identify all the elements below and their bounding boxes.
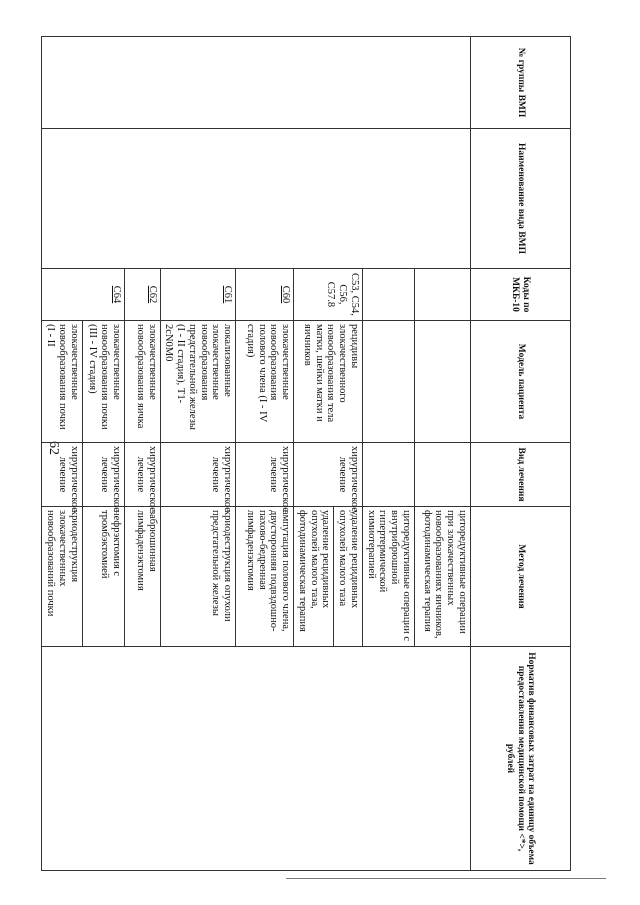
- treatment-method-cell: забрюшинная лимфаденэктомия: [124, 507, 160, 647]
- header-vmp-name: Наименование вида ВМП: [471, 129, 571, 269]
- icd-code-link[interactable]: C60: [280, 285, 292, 304]
- treatment-type-cell: [363, 443, 415, 507]
- group-no-cell: [42, 37, 471, 129]
- page-number: 62: [46, 441, 61, 455]
- patient-model-cell: рецидивы злокачественного новообразования тела матки, шейки матки и яичников: [294, 321, 363, 443]
- treatment-method-cell: циторедуктивные операции при злокачественных новообразованиях яичников, фотодинамическая терапия: [415, 507, 471, 647]
- patient-model-cell: злокачественные новообразования полового члена (I - IV стадия): [236, 321, 294, 443]
- treatment-method-cell: криодеструкция опухоли предстательной железы: [160, 507, 236, 647]
- treatment-method-cell: криодеструкция злокачественных новообразований почки: [42, 507, 82, 647]
- header-patient-model: Модель пациента: [471, 321, 571, 443]
- treatment-method-cell: нефрэктомия с тромбэктомией: [82, 507, 124, 647]
- patient-model-cell: [415, 321, 471, 443]
- patient-model-cell: злокачественные новообразования почки (III - IV стадия): [82, 321, 124, 443]
- header-cost-norm: Норматив финансовых затрат на единицу объема предоставления медицинской помощи <*>, рублей: [471, 647, 571, 871]
- icd-codes-cell: [236, 269, 294, 321]
- treatment-type-cell: хирургическое лечение: [42, 443, 82, 507]
- icd-codes-cell: [42, 269, 124, 321]
- treatment-type-cell: хирургическое лечение: [124, 443, 160, 507]
- cost-norm-cell: [42, 647, 471, 871]
- header-treatment-method: Метод лечения: [471, 507, 571, 647]
- treatment-type-cell: хирургическое лечение: [82, 443, 124, 507]
- patient-model-cell: злокачественные новообразования яичка: [124, 321, 160, 443]
- treatment-method-cell: ампутация полового члена, двусторонняя подвздошно-пахово-бедренная лимфаденэктомия: [236, 507, 294, 647]
- icd-code-link[interactable]: C61: [222, 285, 234, 304]
- header-group-no: № группы ВМП: [471, 37, 571, 129]
- vmp-table: [42, 36, 572, 871]
- icd-codes-cell: [124, 269, 160, 321]
- icd-codes-cell: C53, C54, C56, C57.8: [294, 269, 363, 321]
- treatment-type-cell: хирургическое лечение: [160, 443, 236, 507]
- treatment-method-cell: циторедуктивные операции с внутрибрюшной гипертермической химиотерапией: [363, 507, 415, 647]
- treatment-type-cell: хирургическое лечение: [294, 443, 363, 507]
- document-page: [45, 36, 571, 870]
- patient-model-cell: [363, 321, 415, 443]
- treatment-method-cell: удаление рецидивных опухолей малого таза, фотодинамическая терапия: [294, 507, 334, 647]
- icd-code-link[interactable]: C64: [110, 285, 122, 304]
- header-treatment-type: Вид лечения: [471, 443, 571, 507]
- icd-codes-cell: [363, 269, 415, 321]
- patient-model-cell: локализованные злокачественные новообразования предстательной железы (I - II стадия), T1-2cN0M0: [160, 321, 236, 443]
- header-icd-codes: Коды по МКБ-10: [471, 269, 571, 321]
- treatment-type-cell: хирургическое лечение: [236, 443, 294, 507]
- icd-codes-cell: [415, 269, 471, 321]
- treatment-method-cell: удаление рецидивных опухолей малого таза: [334, 507, 363, 647]
- icd-codes-cell: [160, 269, 236, 321]
- table-row: [415, 37, 471, 871]
- icd-code-link[interactable]: C62: [146, 285, 158, 304]
- patient-model-cell: злокачественные новообразования почки (I - II: [42, 321, 82, 443]
- header-row: [471, 37, 571, 871]
- bottom-divider: [286, 878, 606, 879]
- treatment-type-cell: [415, 443, 471, 507]
- vmp-name-cell: [42, 129, 471, 269]
